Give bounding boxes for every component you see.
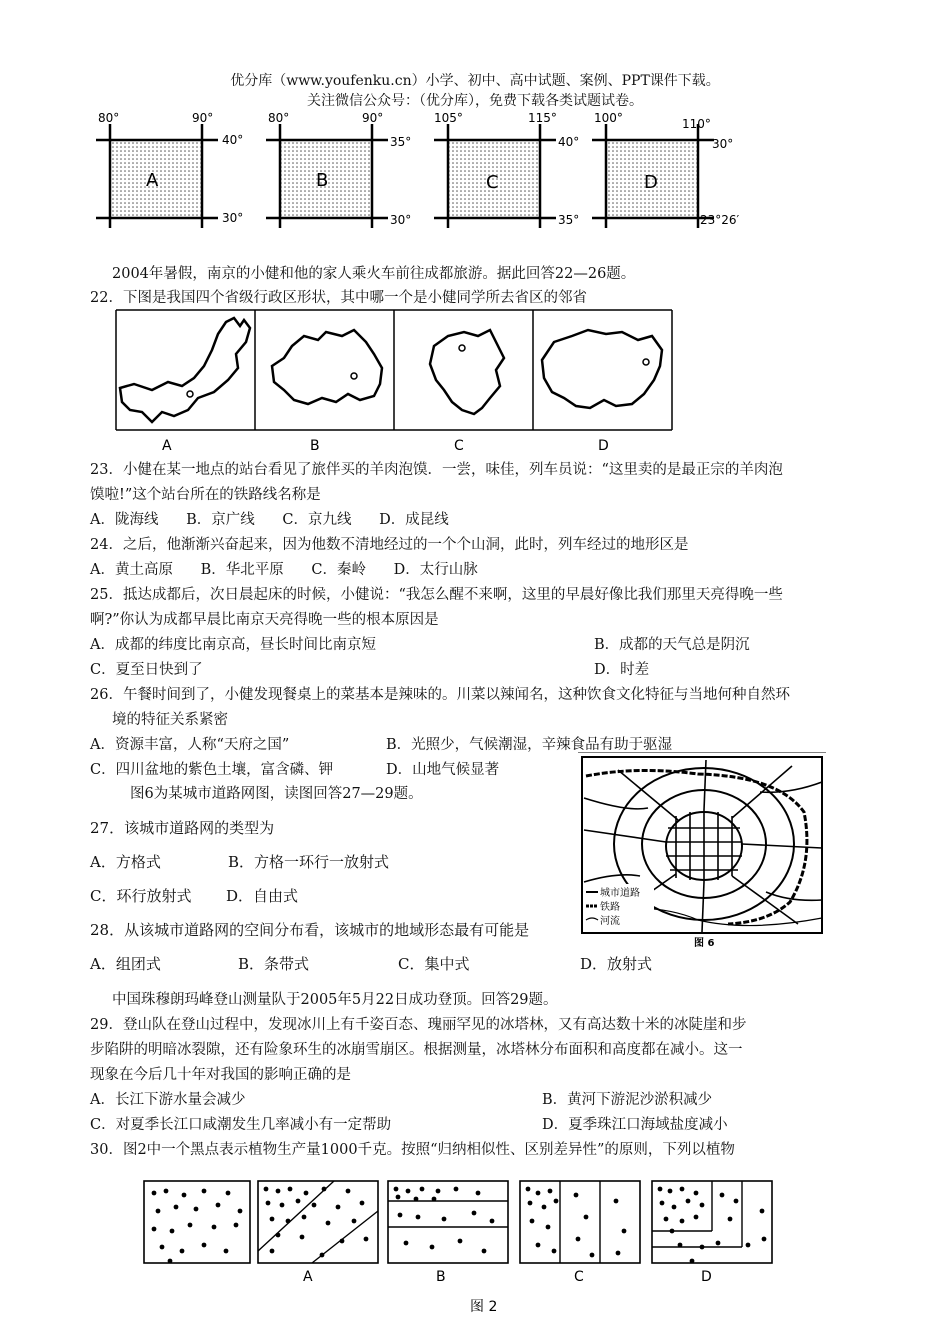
production-dot <box>202 1189 207 1194</box>
production-dot <box>202 1243 207 1248</box>
figure-2-dot-boxes <box>140 1175 780 1315</box>
production-dot <box>694 1191 699 1196</box>
production-dot <box>760 1209 765 1214</box>
production-dot <box>170 1229 175 1234</box>
production-dot <box>352 1219 357 1224</box>
grid-b-label: B <box>316 170 329 191</box>
production-dot <box>360 1201 365 1206</box>
production-dot <box>224 1249 229 1254</box>
production-dot <box>182 1193 187 1198</box>
fig2-label-c: C <box>574 1269 584 1285</box>
production-dot <box>476 1191 481 1196</box>
production-dot <box>300 1235 305 1240</box>
q22-label-d: D <box>598 438 609 454</box>
production-dot <box>188 1223 193 1228</box>
q26-stem-1: 26．午餐时间到了，小健发现餐桌上的菜基本是辣味的。川菜以辣闻名，这种饮食文化特征与当地何种自然环 <box>90 687 790 703</box>
q29-option-a: A．长江下游水量会减少 <box>90 1092 246 1108</box>
fig2-box-0 <box>144 1181 250 1263</box>
grid-d-top-left: 100° <box>594 111 623 125</box>
q30-stem: 30．图2中一个黑点表示植物生产量1000千克。按照“归纳相似性、区别差异性”的原则，下列以植物 <box>90 1142 735 1158</box>
production-dot <box>552 1249 557 1254</box>
production-dot <box>336 1205 341 1210</box>
fig2-caption: 图 2 <box>470 1299 498 1315</box>
production-dot <box>394 1187 399 1192</box>
grid-c-right-bottom: 35° <box>558 213 580 227</box>
production-dot <box>576 1237 581 1242</box>
production-dot <box>270 1249 275 1254</box>
production-dot <box>734 1199 739 1204</box>
production-dot <box>286 1219 291 1224</box>
province-shape-b <box>272 330 382 404</box>
production-dot <box>276 1189 281 1194</box>
production-dot <box>152 1191 157 1196</box>
q27-option-b: B．方格一环行一放射式 <box>228 853 390 871</box>
production-dot <box>364 1237 369 1242</box>
grid-map-a <box>96 111 243 228</box>
production-dot <box>180 1249 185 1254</box>
production-dot <box>396 1195 401 1200</box>
production-dot <box>700 1203 705 1208</box>
production-dot <box>442 1217 447 1222</box>
production-dot <box>322 1187 327 1192</box>
production-dot <box>234 1223 239 1228</box>
production-dot <box>700 1245 705 1250</box>
production-dot <box>238 1209 243 1214</box>
q22-label-b: B <box>310 438 320 454</box>
header-line-1: 优分库（www.youfenku.cn）小学、初中、高中试题、案例、PPT课件下载。 <box>230 73 720 89</box>
production-dot <box>530 1219 535 1224</box>
production-dot <box>326 1221 331 1226</box>
grid-d-top-right: 110° <box>682 117 711 131</box>
production-dot <box>312 1203 317 1208</box>
grid-a-right-bottom: 30° <box>222 211 244 225</box>
production-dot <box>346 1189 351 1194</box>
production-dot <box>420 1187 425 1192</box>
province-shapes-figure <box>112 306 677 456</box>
production-dot <box>690 1259 695 1264</box>
q27-option-a: A．方格式 <box>90 853 161 871</box>
intro-22-26: 2004年暑假，南京的小健和他的家人乘火车前往成都旅游。据此回答22—26题。 <box>112 266 636 282</box>
production-dot <box>160 1245 165 1250</box>
grid-b-top-left: 80° <box>268 111 290 125</box>
production-dot <box>528 1201 533 1206</box>
production-dot <box>416 1215 421 1220</box>
production-dot <box>164 1189 169 1194</box>
q27-option-c: C．环行放射式 <box>90 887 192 905</box>
production-dot <box>432 1197 437 1202</box>
province-shape-a <box>120 318 250 422</box>
production-dot <box>672 1205 677 1210</box>
q27-option-d: D．自由式 <box>226 887 299 905</box>
production-dot <box>174 1205 179 1210</box>
q29-option-c: C．对夏季长江口咸潮发生几率减小有一定帮助 <box>90 1117 392 1133</box>
production-dot <box>226 1191 231 1196</box>
production-dot <box>664 1217 669 1222</box>
production-dot <box>584 1215 589 1220</box>
production-dot <box>212 1225 217 1230</box>
grid-d-label: D <box>644 172 658 193</box>
header-line-2: 关注微信公众号：（优分库），免费下载各类试题试卷。 <box>307 93 643 109</box>
q23-stem-2: 馍啦!”这个站台所在的铁路线名称是 <box>90 487 321 503</box>
production-dot <box>414 1197 419 1202</box>
q29-stem-3: 现象在今后几十年对我国的影响正确的是 <box>90 1067 351 1083</box>
production-dot <box>720 1193 725 1198</box>
grid-b-right-top: 35° <box>390 135 412 149</box>
q24-options: A．黄土高原 B．华北平原 C．秦岭 D．太行山脉 <box>90 562 478 578</box>
intro-29: 中国珠穆朗玛峰登山测量队于2005年5月22日成功登顶。回答29题。 <box>112 992 558 1008</box>
production-dot <box>288 1187 293 1192</box>
production-dot <box>454 1187 459 1192</box>
q26-option-a: A．资源丰富，人称“天府之国” <box>90 737 290 753</box>
q25-option-c: C．夏至日快到了 <box>90 662 203 678</box>
production-dot <box>156 1209 161 1214</box>
production-dot <box>482 1249 487 1254</box>
production-dot <box>168 1259 173 1264</box>
province-shape-c <box>430 330 504 414</box>
q29-option-b: B．黄河下游泥沙淤积减少 <box>542 1092 713 1108</box>
q25-option-b: B．成都的天气总是阴沉 <box>594 637 750 653</box>
q26-option-c: C．四川盆地的紫色土壤，富含磷、钾 <box>90 762 334 778</box>
production-dot <box>622 1229 627 1234</box>
q27-stem: 27．该城市道路网的类型为 <box>90 819 275 837</box>
q25-stem-1: 25．抵达成都后，次日晨起床的时候，小健说：“我怎么醒不来啊，这里的早晨好像比我们那里天亮得晚一些 <box>90 587 783 603</box>
production-dot <box>264 1187 269 1192</box>
grid-c-top-right: 115° <box>528 111 557 125</box>
fig2-label-d: D <box>701 1269 712 1285</box>
production-dot <box>430 1245 435 1250</box>
production-dot <box>678 1243 683 1248</box>
city-road-map <box>578 752 828 950</box>
q22-label-c: C <box>454 438 464 454</box>
grid-b-top-right: 90° <box>362 111 384 125</box>
production-dot <box>694 1215 699 1220</box>
q29-stem-1: 29．登山队在登山过程中，发现冰川上有千姿百态、瑰丽罕见的冰塔林，又有高达数十米的冰陡崖和步 <box>90 1017 747 1033</box>
grid-c-right-top: 40° <box>558 135 580 149</box>
production-dot <box>680 1187 685 1192</box>
production-dot <box>616 1251 621 1256</box>
legend-roads: 城市道路 <box>600 888 640 899</box>
grid-a-label: A <box>146 170 159 191</box>
production-dot <box>668 1189 673 1194</box>
fig2-label-b: B <box>436 1269 446 1285</box>
production-dot <box>614 1199 619 1204</box>
q28-option-a: A．组团式 <box>90 955 161 973</box>
grid-d-right-bottom: 23°26′ <box>700 213 740 227</box>
production-dot <box>746 1243 751 1248</box>
production-dot <box>548 1189 553 1194</box>
production-dot <box>406 1189 411 1194</box>
grid-map-d <box>592 111 740 228</box>
q25-option-a: A．成都的纬度比南京高，昼长时间比南京短 <box>90 637 376 653</box>
production-dot <box>266 1201 271 1206</box>
q23-options: A．陇海线 B．京广线 C．京九线 D．成昆线 <box>90 512 449 528</box>
grid-map-b <box>266 111 411 228</box>
production-dot <box>728 1217 733 1222</box>
grid-c-top-left: 105° <box>434 111 463 125</box>
production-dot <box>458 1239 463 1244</box>
production-dot <box>436 1189 441 1194</box>
province-shape-d <box>542 330 662 408</box>
legend-rail: 铁路 <box>600 902 620 913</box>
production-dot <box>536 1243 541 1248</box>
production-dot <box>526 1187 531 1192</box>
q29-option-d: D．夏季珠江口海域盐度减小 <box>542 1117 728 1133</box>
q28-option-d: D．放射式 <box>580 955 653 973</box>
production-dot <box>762 1237 767 1242</box>
production-dot <box>542 1205 547 1210</box>
production-dot <box>404 1241 409 1246</box>
grid-b-right-bottom: 30° <box>390 213 412 227</box>
production-dot <box>276 1233 281 1238</box>
production-dot <box>216 1203 221 1208</box>
grid-a-right-top: 40° <box>222 133 244 147</box>
production-dot <box>280 1203 285 1208</box>
legend-river: 河流 <box>600 916 620 927</box>
production-dot <box>472 1211 477 1216</box>
intro-27-29: 图6为某城市道路网图，读图回答27—29题。 <box>130 786 423 802</box>
production-dot <box>546 1225 551 1230</box>
q22-label-a: A <box>162 438 172 454</box>
production-dot <box>716 1241 721 1246</box>
fig2-box-a <box>258 1181 378 1263</box>
q23-stem-1: 23．小健在某一地点的站台看见了旅伴买的羊肉泡馍．一尝，味佳，列车员说：“这里卖的是最正宗的羊肉泡 <box>90 462 783 478</box>
fig6-caption: 图 6 <box>694 938 715 949</box>
production-dot <box>490 1219 495 1224</box>
q25-stem-2: 啊?”你认为成都早晨比南京天亮得晚一些的根本原因是 <box>90 612 439 628</box>
q22-stem: 22．下图是我国四个省级行政区形状，其中哪一个是小健同学所去省区的邻省 <box>90 290 587 306</box>
production-dot <box>304 1191 309 1196</box>
production-dot <box>670 1229 675 1234</box>
production-dot <box>302 1215 307 1220</box>
production-dot <box>194 1207 199 1212</box>
production-dot <box>686 1199 691 1204</box>
q26-stem-2: 境的特征关系紧密 <box>112 712 228 728</box>
production-dot <box>660 1201 665 1206</box>
production-dot <box>680 1219 685 1224</box>
q29-stem-2: 步陷阱的明暗冰裂隙，还有险象环生的冰崩雪崩区。根据测量，冰塔林分布面积和高度都在减小。这一 <box>90 1042 743 1058</box>
fig2-label-a: A <box>303 1269 313 1285</box>
production-dot <box>340 1239 345 1244</box>
q28-option-b: B．条带式 <box>238 955 310 973</box>
lat-lon-grid-figure <box>88 110 788 235</box>
grid-d-right-top: 30° <box>712 137 734 151</box>
production-dot <box>398 1213 403 1218</box>
grid-map-c <box>434 111 579 228</box>
production-dot <box>296 1199 301 1204</box>
q28-stem: 28．从该城市道路网的空间分布看，该城市的地域形态最有可能是 <box>90 921 530 939</box>
grid-a-top-left: 80° <box>98 111 120 125</box>
q28-option-c: C．集中式 <box>398 955 470 973</box>
q24-stem: 24．之后，他渐渐兴奋起来，因为他数不清地经过的一个个山洞，此时，列车经过的地形区是 <box>90 537 689 553</box>
production-dot <box>590 1253 595 1258</box>
production-dot <box>536 1191 541 1196</box>
production-dot <box>554 1199 559 1204</box>
grid-a-top-right: 90° <box>192 111 214 125</box>
q26-option-d: D．山地气候显著 <box>386 762 500 778</box>
q26-option-b: B．光照少，气候潮湿，辛辣食品有助于驱湿 <box>386 737 673 753</box>
production-dot <box>574 1193 579 1198</box>
production-dot <box>658 1187 663 1192</box>
grid-c-label: C <box>486 172 499 193</box>
production-dot <box>270 1217 275 1222</box>
production-dot <box>152 1227 157 1232</box>
q25-option-d: D．时差 <box>594 662 650 678</box>
production-dot <box>320 1253 325 1258</box>
